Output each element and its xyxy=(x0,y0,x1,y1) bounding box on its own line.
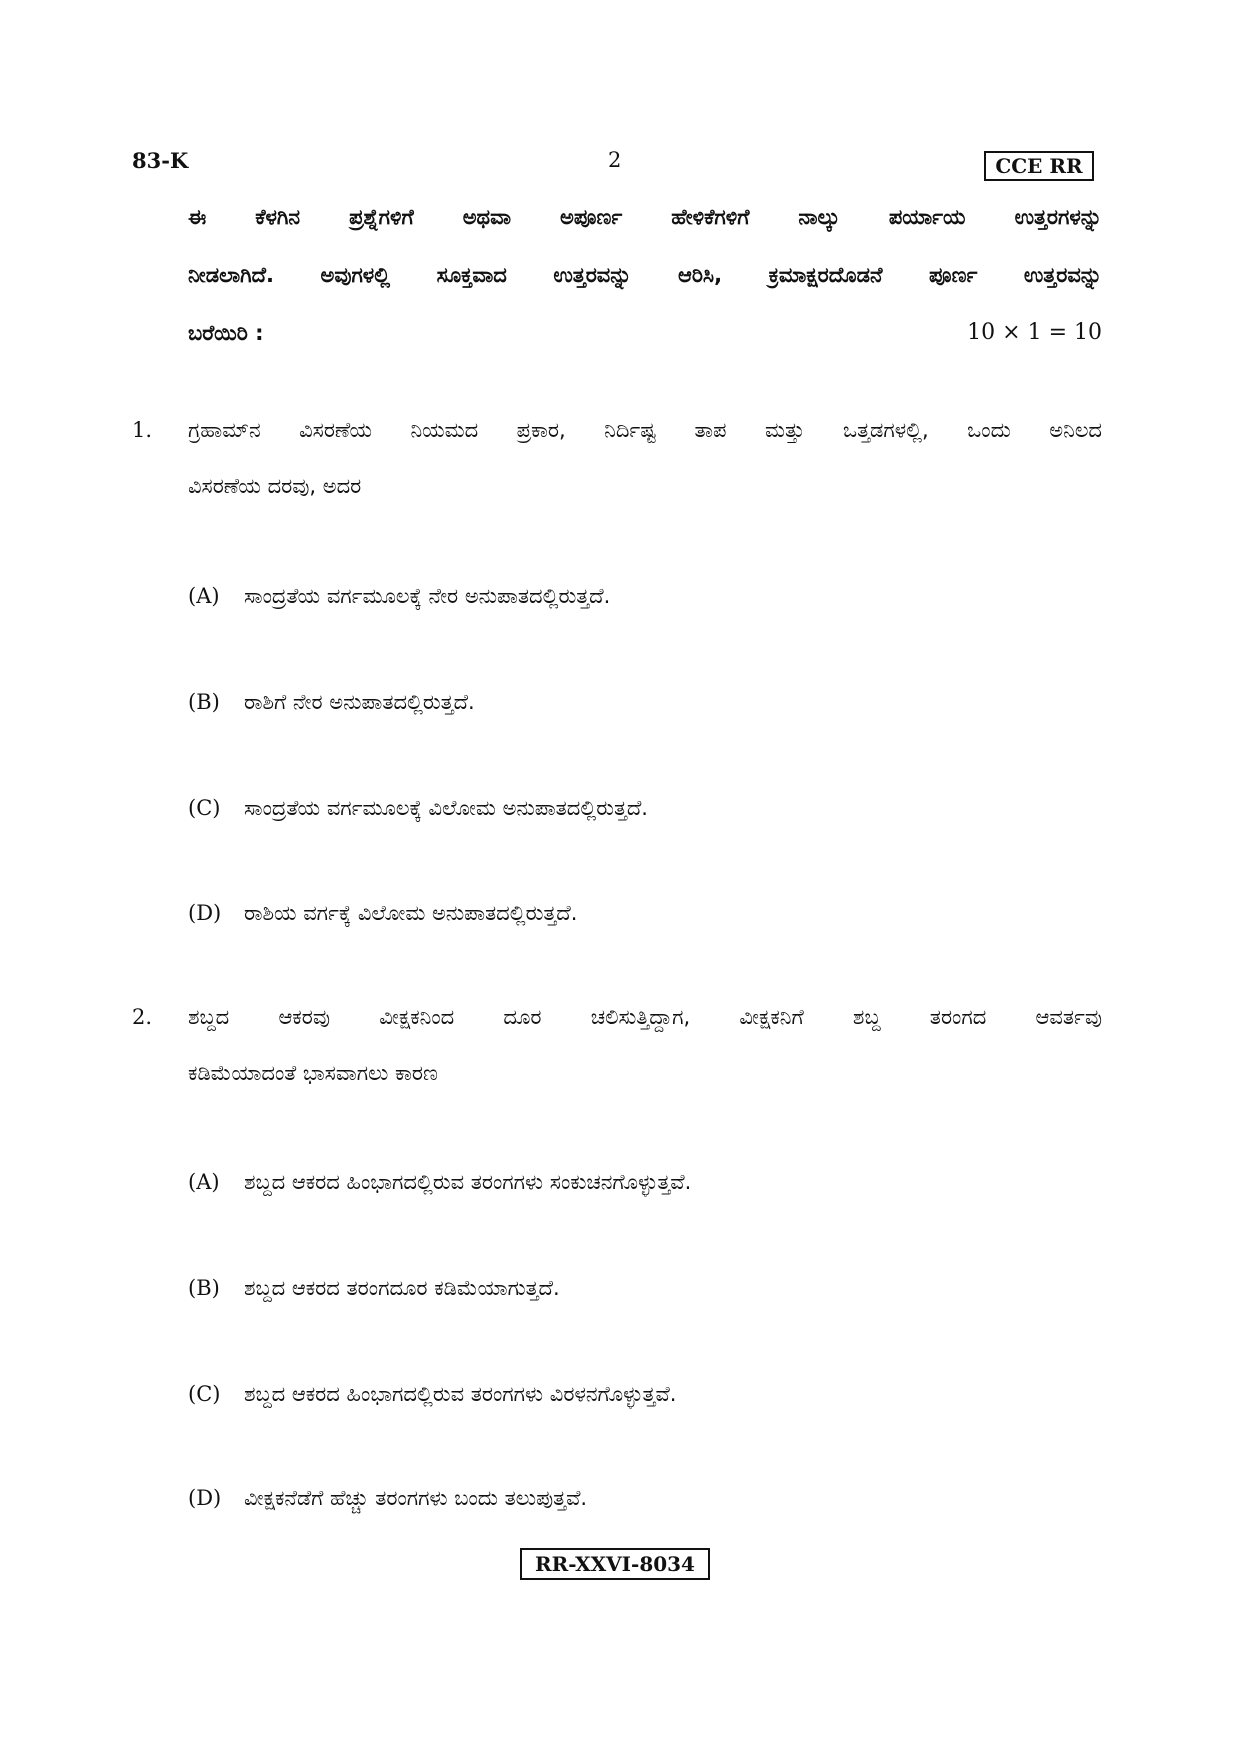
question-stem-line-1: ಗ್ರಹಾಮ್‌ನ ವಿಸರಣೆಯ ನಿಯಮದ ಪ್ರಕಾರ, ನಿರ್ದಿಷ್ಟ ತಾಪ ಮತ್ತು ಒತ್ತಡಗಳಲ್ಲಿ, ಒಂದು ಅನಿಲದ xyxy=(188,418,1102,442)
option-label: (C) xyxy=(188,1382,221,1406)
option-1d xyxy=(188,893,1102,933)
question-stem xyxy=(188,989,1102,1101)
option-1c xyxy=(188,788,1102,828)
question-stem-line-2: ಕಡಿಮೆಯಾದಂತೆ ಭಾಸವಾಗಲು ಕಾರಣ xyxy=(188,1061,438,1085)
option-label: (D) xyxy=(188,901,222,925)
series-code-box: CCE RR xyxy=(984,151,1094,181)
question-number: 1. xyxy=(132,418,153,442)
option-1a xyxy=(188,576,1102,616)
page-number: 2 xyxy=(608,148,622,172)
instruction-line-1: ಈ ಕೆಳಗಿನ ಪ್ರಶ್ನೆಗಳಿಗೆ ಅಥವಾ ಅಪೂರ್ಣ ಹೇಳಿಕೆಗಳಿಗೆ ನಾಲ್ಕು ಪರ್ಯಾಯ ಉತ್ತರಗಳನ್ನು xyxy=(188,205,1102,229)
instruction-line-3: ಬರೆಯಿರಿ : xyxy=(188,321,264,345)
question-stem-line-1: ಶಬ್ದದ ಆಕರವು ವೀಕ್ಷಕನಿಂದ ದೂರ ಚಲಿಸುತ್ತಿದ್ದಾಗ, ವೀಕ್ಷಕನಿಗೆ ಶಬ್ದ ತರಂಗದ ಆವರ್ತವು xyxy=(188,1005,1102,1029)
option-text: ರಾಶಿಯ ವರ್ಗಕ್ಕೆ ವಿಲೋಮ ಅನುಪಾತದಲ್ಲಿರುತ್ತದೆ. xyxy=(244,901,578,925)
option-text: ರಾಶಿಗೆ ನೇರ ಅನುಪಾತದಲ್ಲಿರುತ್ತದೆ. xyxy=(244,690,475,714)
instruction-line-2: ನೀಡಲಾಗಿದೆ. ಅವುಗಳಲ್ಲಿ ಸೂಕ್ತವಾದ ಉತ್ತರವನ್ನು ಆರಿಸಿ, ಕ್ರಮಾಕ್ಷರದೊಡನೆ ಪೂರ್ಣ ಉತ್ತರವನ್ನು xyxy=(188,263,1102,287)
option-2c xyxy=(188,1374,1102,1414)
option-label: (B) xyxy=(188,690,220,714)
option-label: (B) xyxy=(188,1276,220,1300)
option-label: (A) xyxy=(188,1170,220,1194)
question-stem-line-2: ವಿಸರಣೆಯ ದರವು, ಅದರ xyxy=(188,474,362,498)
subject-code: 83-K xyxy=(132,148,189,173)
instructions xyxy=(188,188,1102,304)
marks-allocation: 10 × 1 = 10 xyxy=(967,320,1102,345)
option-text: ಶಬ್ದದ ಆಕರದ ತರಂಗದೂರ ಕಡಿಮೆಯಾಗುತ್ತದೆ. xyxy=(244,1276,560,1300)
option-text: ಶಬ್ದದ ಆಕರದ ಹಿಂಭಾಗದಲ್ಲಿರುವ ತರಂಗಗಳು ವಿರಳನಗೊಳ್ಳುತ್ತವೆ. xyxy=(244,1382,677,1406)
option-1b xyxy=(188,682,1102,722)
option-text: ಸಾಂದ್ರತೆಯ ವರ್ಗಮೂಲಕ್ಕೆ ನೇರ ಅನುಪಾತದಲ್ಲಿರುತ್ತದೆ. xyxy=(244,584,611,608)
paper-code-box: RR-XXVI-8034 xyxy=(520,1548,710,1580)
option-label: (D) xyxy=(188,1486,222,1510)
option-2a xyxy=(188,1162,1102,1202)
option-label: (C) xyxy=(188,796,221,820)
question-number: 2. xyxy=(132,1005,153,1029)
option-2b xyxy=(188,1268,1102,1308)
option-2d xyxy=(188,1478,1102,1518)
option-label: (A) xyxy=(188,584,220,608)
option-text: ವೀಕ್ಷಕನೆಡೆಗೆ ಹೆಚ್ಚು ತರಂಗಗಳು ಬಂದು ತಲುಪುತ್ತವೆ. xyxy=(244,1486,588,1510)
option-text: ಶಬ್ದದ ಆಕರದ ಹಿಂಭಾಗದಲ್ಲಿರುವ ತರಂಗಗಳು ಸಂಕುಚನಗೊಳ್ಳುತ್ತವೆ. xyxy=(244,1170,692,1194)
question-stem xyxy=(188,402,1102,514)
instruction-final-row xyxy=(188,304,1102,362)
option-text: ಸಾಂದ್ರತೆಯ ವರ್ಗಮೂಲಕ್ಕೆ ವಿಲೋಮ ಅನುಪಾತದಲ್ಲಿರುತ್ತದೆ. xyxy=(244,796,648,820)
